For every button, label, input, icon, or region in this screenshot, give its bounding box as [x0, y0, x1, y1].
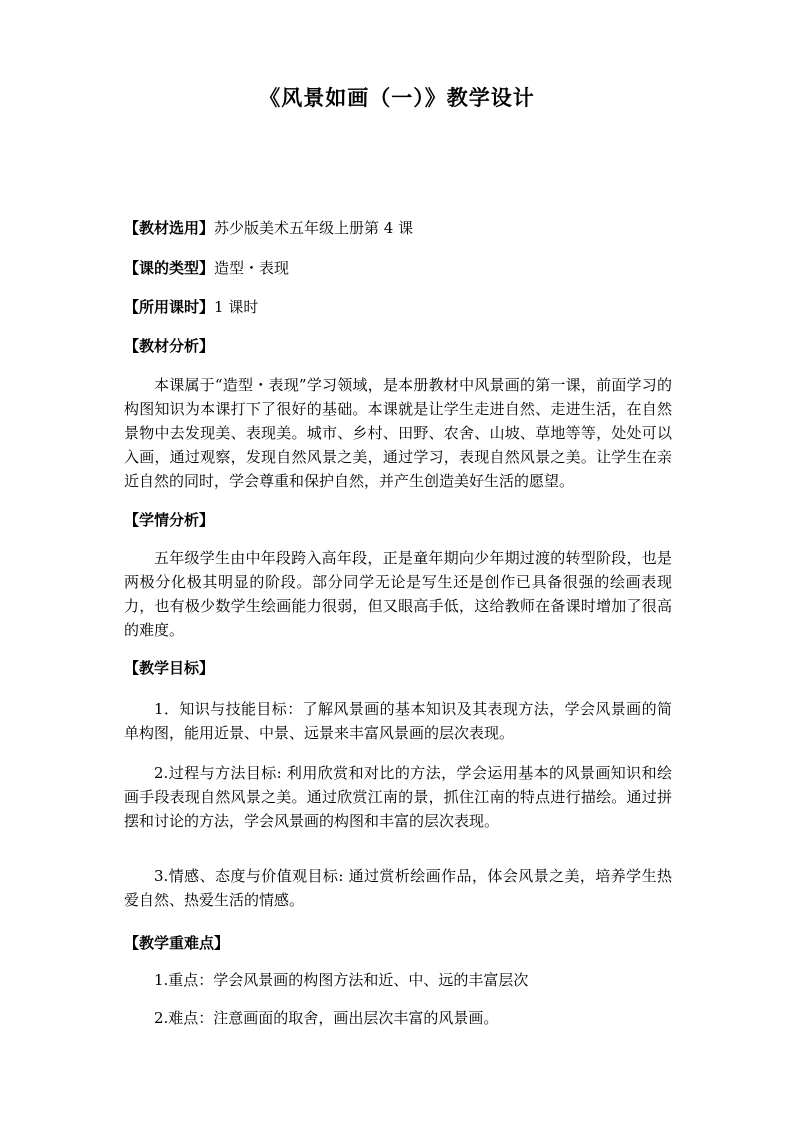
meta-hours-value: 1 课时: [214, 298, 259, 316]
heading-student-analysis: 【学情分析】: [124, 511, 215, 529]
goal-item: 1．知识与技能目标：了解风景画的基本知识及其表现方法，学会风景画的简单构图，能用近景、中景、远景来丰富风景画的层次表现。: [124, 700, 672, 742]
meta-material-label: 【教材选用】: [124, 219, 215, 237]
heading-goals: 【教学目标】: [124, 659, 215, 677]
paragraph-student-analysis: 五年级学生由中年段跨入高年段，正是童年期向少年期过渡的转型阶段，也是两极分化极其明显的阶段。部分同学无论是写生还是创作已具备很强的绘画表现力，也有极少数学生绘画能力很弱，但又眼高手低，这给教师在备课时增加了很高的难度。: [124, 549, 672, 639]
paragraph-material-analysis: 本课属于“造型・表现”学习领域，是本册教材中风景画的第一课，前面学习的构图知识为本课打下了很好的基础。本课就是让学生走进自然、走进生活，在自然景物中去发现美、表现美。城市、乡村、田野、农舍、山坡、草地等等，处处可以入画，通过观察，发现自然风景之美，通过学习，表现自然风景之美。让学生在亲近自然的同时，学会尊重和保护自然，并产生创造美好生活的愿望。: [124, 376, 672, 490]
heading-material-analysis: 【教材分析】: [124, 337, 215, 355]
meta-hours-label: 【所用课时】: [124, 298, 215, 316]
meta-type-label: 【课的类型】: [124, 259, 215, 277]
key-point-item: 1.重点：学会风景画的构图方法和近、中、远的丰富层次: [154, 971, 529, 989]
meta-material-value: 苏少版美术五年级上册第 4 课: [214, 219, 414, 237]
meta-type: [124, 256, 289, 280]
meta-hours: [124, 295, 258, 319]
goal-item: 3.情感、态度与价值观目标: 通过赏析绘画作品，体会风景之美，培养学生热爱自然、热爱生活的情感。: [124, 867, 672, 909]
meta-material: [124, 216, 413, 240]
heading-key-points: 【教学重难点】: [124, 934, 230, 952]
goal-item: 2.过程与方法目标: 利用欣赏和对比的方法，学会运用基本的风景画知识和绘画手段表现自然风景之美。通过欣赏江南的景，抓住江南的特点进行描绘。通过拼摆和讨论的方法，学会风景画的构图和丰富的层次表现。: [124, 764, 672, 830]
key-point-item: 2.难点：注意画面的取舍，画出层次丰富的风景画。: [154, 1009, 499, 1027]
document-title: 《风景如画（一）》教学设计: [259, 85, 535, 110]
meta-type-value: 造型・表现: [214, 259, 290, 277]
